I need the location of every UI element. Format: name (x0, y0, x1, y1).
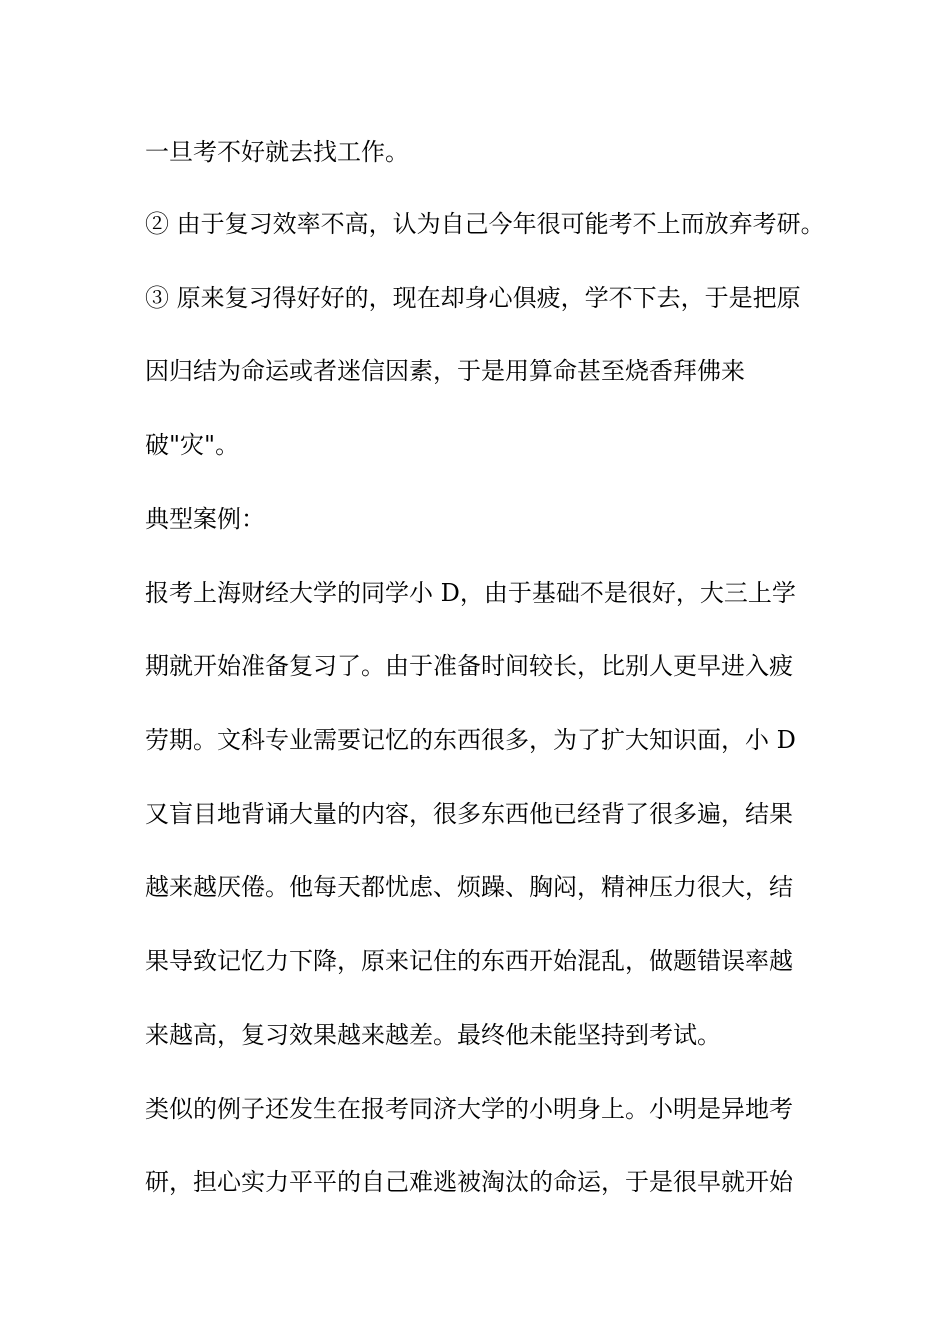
text-line: ② 由于复习效率不高，认为自己今年很可能考不上而放弃考研。 (145, 210, 825, 238)
text-line: 破"灾"。 (145, 431, 240, 459)
text-line: 研，担心实力平平的自己难逃被淘汰的命运，于是很早就开始 (145, 1168, 793, 1196)
text-line: ③ 原来复习得好好的，现在却身心俱疲，学不下去，于是把原 (145, 284, 801, 312)
text-line: 期就开始准备复习了。由于准备时间较长，比别人更早进入疲 (145, 652, 793, 680)
text-line: 越来越厌倦。他每天都忧虑、烦躁、胸闷，精神压力很大，结 (145, 873, 793, 901)
text-line: 果导致记忆力下降，原来记住的东西开始混乱，做题错误率越 (145, 947, 793, 975)
text-line: 劳期。文科专业需要记忆的东西很多，为了扩大知识面，小 D (145, 726, 796, 754)
text-line: 因归结为命运或者迷信因素，于是用算命甚至烧香拜佛来 (145, 357, 745, 385)
section-heading: 典型案例： (145, 505, 265, 533)
text-line: 报考上海财经大学的同学小 D，由于基础不是很好，大三上学 (145, 579, 796, 607)
text-line: 又盲目地背诵大量的内容，很多东西他已经背了很多遍，结果 (145, 800, 793, 828)
text-line: 来越高，复习效果越来越差。最终他未能坚持到考试。 (145, 1021, 721, 1049)
text-line: 类似的例子还发生在报考同济大学的小明身上。小明是异地考 (145, 1095, 793, 1123)
text-line: 一旦考不好就去找工作。 (145, 138, 409, 166)
